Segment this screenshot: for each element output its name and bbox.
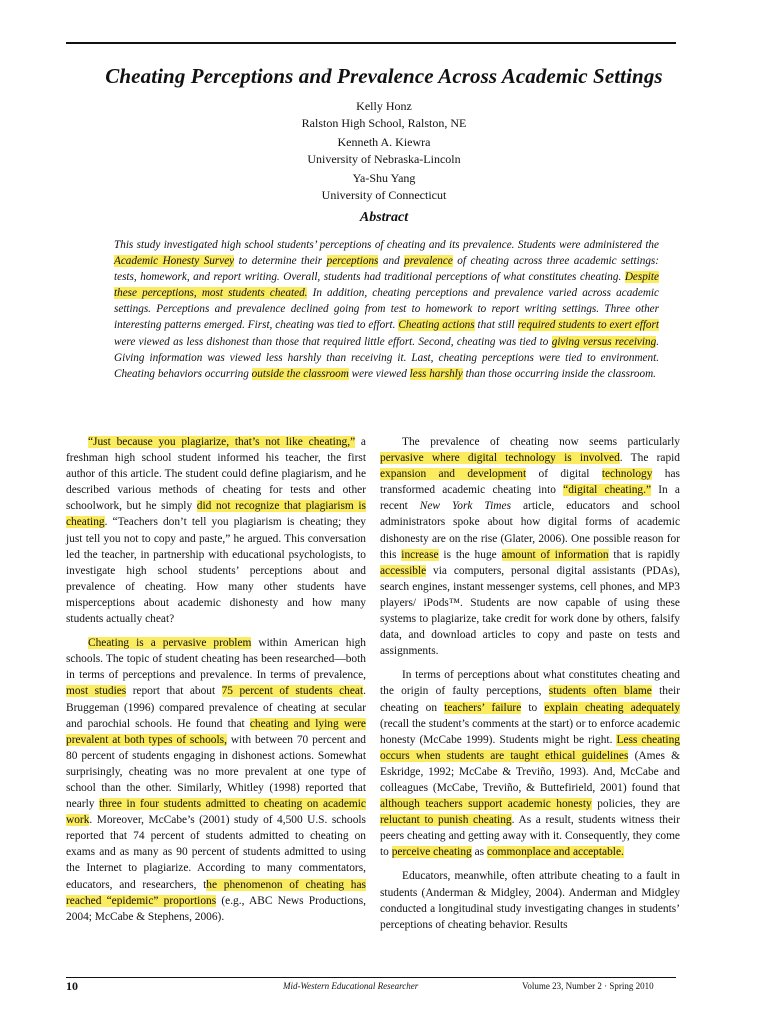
highlighted-text: technology bbox=[601, 468, 653, 481]
article-title: Cheating Perceptions and Prevalence Across Academic Settings bbox=[105, 64, 663, 88]
highlighted-text: required students to exert effort bbox=[517, 319, 659, 332]
journal-name: Mid-Western Educational Researcher bbox=[283, 981, 419, 991]
body-paragraph bbox=[66, 635, 366, 925]
highlighted-text: amount of information bbox=[501, 548, 609, 561]
body-paragraph bbox=[380, 868, 680, 932]
highlighted-text: increase bbox=[401, 548, 439, 561]
highlighted-text: Cheating is a pervasive problem bbox=[88, 637, 252, 650]
highlighted-text: perceptions bbox=[326, 255, 379, 268]
text-run: report that about bbox=[126, 685, 222, 698]
text-run: their cheating on bbox=[380, 685, 680, 714]
text-run: . The rapid bbox=[619, 452, 681, 465]
text-run: . Giving information was viewed less harshly than receiving it. Last, cheating perceptions were tied to environment. Cheating behaviors occurring bbox=[114, 335, 659, 380]
author-affiliation: University of Nebraska-Lincoln bbox=[307, 152, 461, 166]
text-run: . “Teachers don’t tell you plagiarism is cheating; they just tell you not to copy and paste,” he argued. This conversation led the teacher, in partnership with educational psychologists, to investigate high school students’ perceptions about and prevalence of cheating. How many other students have misperceptions about academic dishonesty and how many students actually cheat? bbox=[66, 516, 366, 626]
text-run: via computers, personal digital assistants (PDAs), search engines, instant messenger systems, cell phones, and MP3 players/ iPods™. Students are now capable of using these systems to plagiarize, take credit for work done by others, falsify data, and download articles to copy and paste on tests and assignments. bbox=[380, 564, 680, 658]
body-paragraph bbox=[380, 434, 680, 659]
text-run: of digital bbox=[526, 468, 602, 481]
text-run: with between 70 percent and 80 percent of students engaging in dishonest actions. Somewhat surprisingly, cheating was no more prevalent at one type of school than the other. Similarly, Whitley (1998) reported that nearly bbox=[66, 733, 366, 811]
highlighted-text: Academic Honesty Survey bbox=[114, 255, 235, 268]
italic-text: New York Times bbox=[419, 500, 512, 513]
highlighted-text: Cheating actions bbox=[398, 319, 475, 332]
text-run: is the huge bbox=[438, 548, 502, 561]
highlighted-text: less harshly bbox=[409, 367, 463, 380]
highlighted-text: perceive cheating bbox=[391, 846, 472, 859]
text-run: that still bbox=[474, 319, 518, 332]
highlighted-text: teachers’ failure bbox=[444, 701, 522, 714]
author-2 bbox=[184, 134, 584, 168]
left-column bbox=[66, 434, 366, 933]
highlighted-text: accessible bbox=[380, 564, 427, 577]
text-run: In terms of perceptions about what constitutes cheating and the origin of faulty perceptions, bbox=[380, 669, 680, 698]
highlighted-text: pervasive where digital technology is involved bbox=[380, 452, 620, 465]
text-run: (e.g., ABC News Productions, 2004; McCabe & Stephens, 2006). bbox=[66, 894, 367, 923]
body-paragraph bbox=[66, 434, 366, 627]
text-run: policies, they are bbox=[591, 798, 680, 811]
author-affiliation: Ralston High School, Ralston, NE bbox=[301, 116, 467, 130]
text-run: (Ames & Eskridge, 1992; McCabe & Treviño, 1993). And, McCabe and colleagues (McCabe, Treviño, & Buttefirield, 2001) found that bbox=[380, 749, 680, 794]
abstract-heading: Abstract bbox=[359, 210, 409, 225]
highlighted-text: 75 percent of students cheat bbox=[221, 685, 364, 698]
highlighted-text: expansion and development bbox=[380, 468, 527, 481]
abstract-text bbox=[114, 237, 659, 382]
highlighted-text: although teachers support academic honesty bbox=[380, 798, 592, 811]
text-run: were viewed bbox=[348, 367, 410, 380]
text-run: . Moreover, McCabe’s (2001) study of 4,500 U.S. schools reported that 74 percent of students admitted to cheating on exams and as many as 90 percent of students admitted to using the Internet to plagiarize. According to many commentators, educators, and researchers, t bbox=[66, 814, 366, 891]
text-run: a freshman high school student informed his teacher, the first author of this article. The student could define plagiarism, and he described various methods of cheating for tests and other schoolwork, but he simply bbox=[66, 436, 366, 513]
footer-rule bbox=[66, 977, 676, 978]
highlighted-text: students often blame bbox=[548, 685, 652, 698]
text-run: has transformed academic cheating into bbox=[380, 468, 680, 497]
highlighted-text: Less cheating occurs when students are taught ethical guidelines bbox=[380, 733, 680, 762]
text-run: that is rapidly bbox=[608, 548, 680, 561]
text-run: In a recent bbox=[380, 484, 680, 513]
text-run: of cheating across three academic settings: tests, homework, and report writing. Overall, students had traditional perceptions of what constitutes cheating. bbox=[114, 255, 660, 284]
author-name: Ya-Shu Yang bbox=[352, 171, 416, 185]
author-3 bbox=[184, 170, 584, 204]
highlighted-text: three in four students admitted to cheating on academic work bbox=[66, 798, 366, 827]
author-name: Kenneth A. Kiewra bbox=[337, 135, 431, 149]
highlighted-text: “Just because you plagiarize, that’s not like cheating,” bbox=[88, 436, 356, 448]
text-run: as bbox=[471, 846, 487, 859]
text-run: within American high schools. The topic of student cheating has been researched—both in terms of perceptions and prevalence. In terms of prevalence, bbox=[66, 637, 366, 682]
highlighted-text: he phenomenon of cheating has reached “epidemic” proportions bbox=[66, 878, 366, 907]
highlighted-text: outside the classroom bbox=[251, 367, 349, 380]
author-list bbox=[184, 98, 584, 206]
highlighted-text: “digital cheating.” bbox=[563, 484, 652, 497]
text-run: to bbox=[521, 701, 545, 714]
text-run: than those occurring inside the classroom. bbox=[462, 367, 656, 380]
text-run: (recall the student’s comments at the start) or to enforce academic honesty (McCabe 1999). Students might be right. bbox=[380, 717, 680, 746]
text-run: This study investigated high school students’ perceptions of cheating and its prevalence. Students were administered the bbox=[114, 239, 659, 251]
highlighted-text: cheating and lying were prevalent at both types of schools, bbox=[66, 717, 366, 746]
text-run: article, educators and school administrators spoke about how digital forms of academic dishonesty are on the rise (Glater, 2006). One possible reason for this bbox=[380, 500, 680, 561]
author-1 bbox=[184, 98, 584, 132]
text-run: . As a result, students witness their peers cheating and getting away with it. Consequently, they come to bbox=[380, 814, 680, 859]
author-name: Kelly Honz bbox=[356, 99, 412, 113]
page-number: 10 bbox=[66, 979, 78, 993]
highlighted-text: reluctant to punish cheating bbox=[380, 814, 512, 827]
text-run: . Bruggeman (1996) compared prevalence of cheating at secular and parochial schools. He found that bbox=[66, 685, 366, 730]
right-column bbox=[380, 434, 680, 941]
highlighted-text: commonplace and acceptable. bbox=[486, 846, 624, 859]
top-rule bbox=[66, 42, 676, 44]
text-run: were viewed as less dishonest than those that required little effort. Second, cheating was tied to bbox=[114, 335, 552, 348]
highlighted-text: giving versus receiving bbox=[551, 335, 657, 348]
text-run: and bbox=[378, 255, 405, 268]
volume-info: Volume 23, Number 2 · Spring 2010 bbox=[522, 981, 654, 991]
highlighted-text: explain cheating adequately bbox=[544, 701, 681, 714]
highlighted-text: did not recognize that plagiarism is cheating bbox=[66, 500, 366, 529]
text-run: In addition, cheating perceptions and prevalence varied across academic settings. Perceptions and prevalence declined going from test to homework to report writing settings. Three other interesting patterns emerged. First, cheating was tied to effort. bbox=[114, 287, 659, 332]
highlighted-text: prevalence bbox=[404, 255, 453, 268]
text-run: Educators, meanwhile, often attribute cheating to a fault in students (Anderman & Midgley, 2004). Anderman and Midgley conducted a longitudinal study investigating changes in students’ perceptions of cheating behavior. Results bbox=[380, 870, 680, 931]
author-affiliation: University of Connecticut bbox=[321, 188, 447, 202]
text-run: The prevalence of cheating now seems particularly bbox=[402, 436, 680, 448]
highlighted-text: most studies bbox=[66, 685, 127, 698]
text-run: to determine their bbox=[234, 255, 327, 268]
highlighted-text: Despite these perceptions, most students cheated. bbox=[114, 271, 659, 300]
body-paragraph bbox=[380, 667, 680, 860]
